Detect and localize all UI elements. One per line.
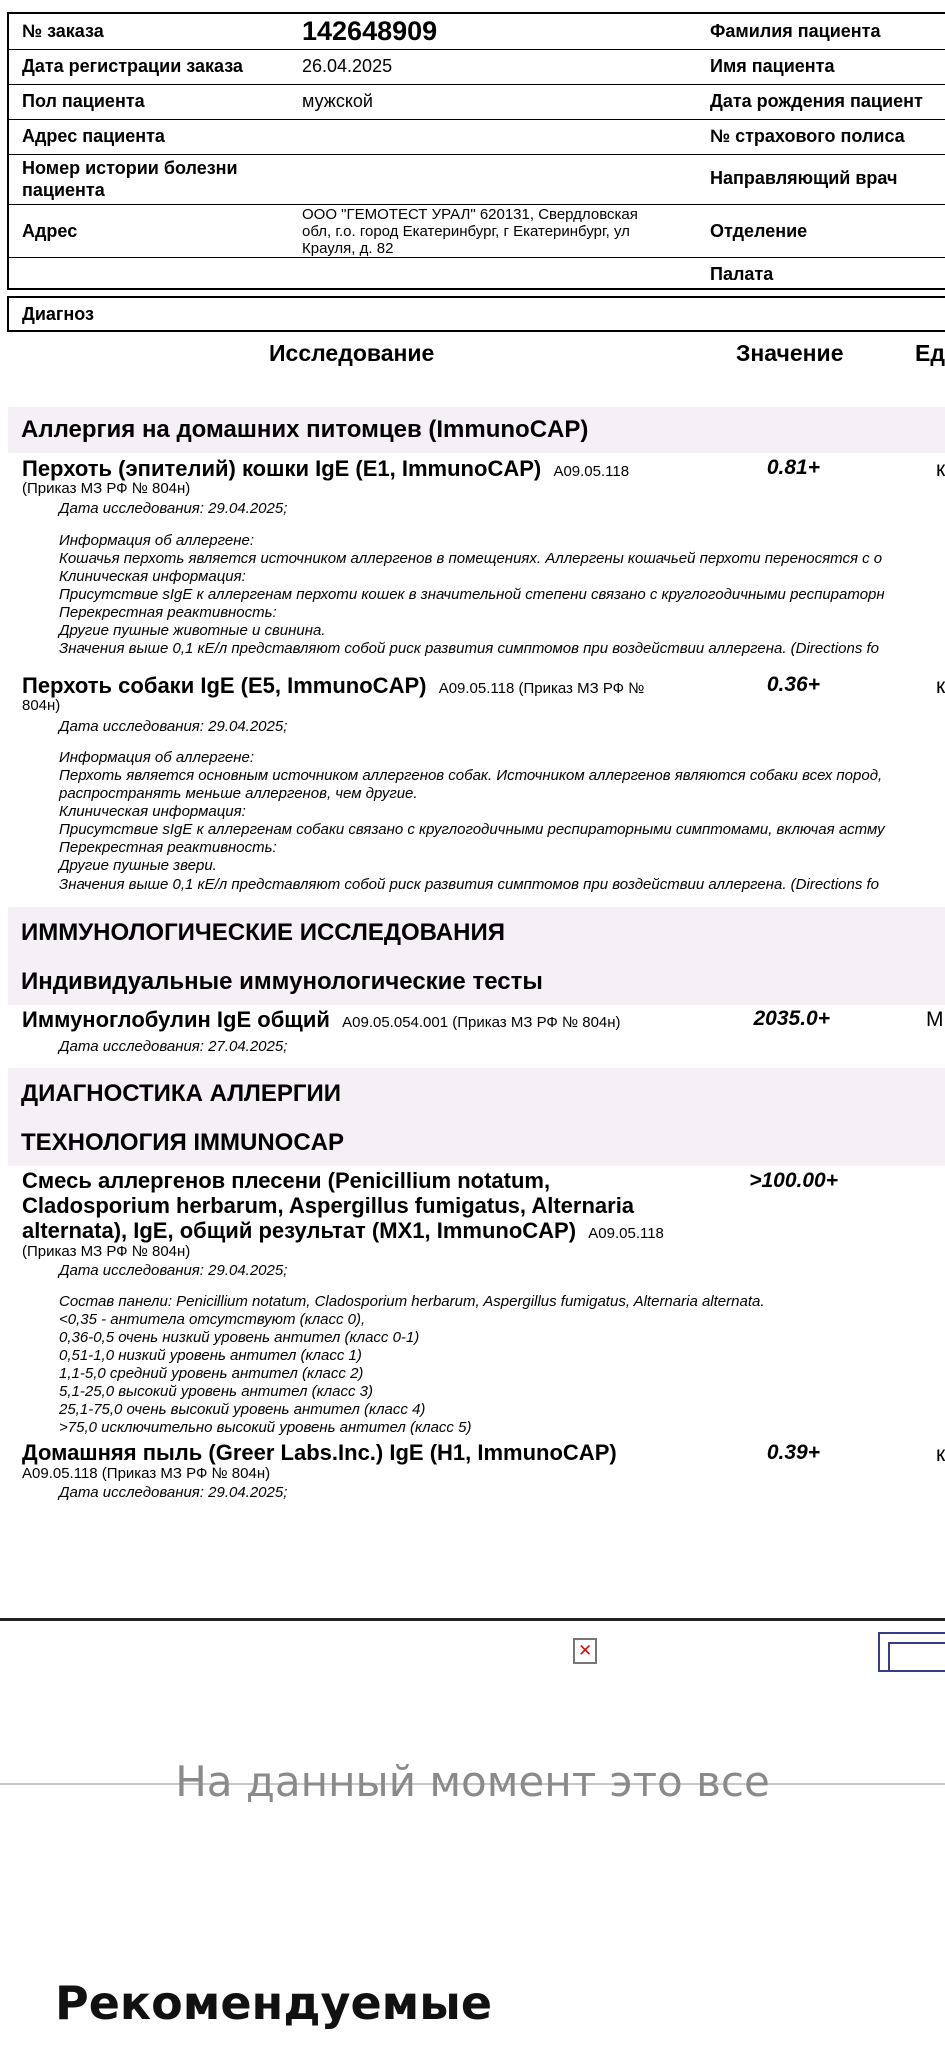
test-mold-date: Дата исследования: 29.04.2025;	[59, 1262, 288, 1279]
row-order	[9, 14, 945, 50]
test-dog-note: Значения выше 0,1 кЕ/л представляют собой риск развития симптомов при воздействии аллергена. (Directions fo	[59, 876, 880, 893]
test-dust-value: 0.39+	[766, 1441, 820, 1464]
test-dog-code: A09.05.118 (Приказ МЗ РФ №	[438, 680, 645, 697]
test-dog-date: Дата исследования: 29.04.2025;	[59, 718, 288, 735]
test-dog-note: распространять меньше аллергенов, чем другие.	[59, 785, 418, 802]
row-address	[9, 204, 945, 258]
test-mold-order: (Приказ МЗ РФ № 804н)	[22, 1243, 191, 1260]
test-cat-note: Перекрестная реактивность:	[59, 604, 277, 621]
insurance-label: № страхового полиса	[710, 126, 905, 146]
end-of-content-message: На данный момент это все	[175, 1757, 770, 1806]
test-cat-note: Присутствие sIgE к аллергенам перхоти кошек в значительной степени связано с круглогодичными респираторн	[59, 586, 885, 603]
test-dog-value: 0.36+	[766, 673, 820, 696]
order-number-value: 142648909	[302, 16, 438, 46]
reg-date-value: 26.04.2025	[302, 56, 393, 76]
section-title-pets: Аллергия на домашних питомцев (ImmunoCAP)	[21, 416, 589, 443]
test-ige-value: 2035.0+	[753, 1007, 830, 1030]
test-cat-order: (Приказ МЗ РФ № 804н)	[22, 480, 191, 497]
test-cat-note: Клиническая информация:	[59, 568, 246, 585]
test-dog-title: Перхоть собаки IgE (E5, ImmunoCAP)	[22, 673, 427, 698]
diagnosis-label: Диагноз	[22, 304, 94, 324]
section-band-pets	[8, 407, 945, 453]
test-mold-code: A09.05.118	[588, 1225, 664, 1242]
order-number-label: № заказа	[22, 21, 104, 41]
test-dust-unit: к	[936, 1443, 945, 1466]
test-cat-value: 0.81+	[766, 456, 820, 479]
surname-label: Фамилия пациента	[710, 21, 881, 41]
test-mold-note: 0,51-1,0 низкий уровень антител (класс 1)	[59, 1347, 362, 1364]
birth-date-label: Дата рождения пациент	[710, 91, 923, 111]
test-dust-name: Домашняя пыль (Greer Labs.Inc.) IgE (H1, ImmunoCAP)	[22, 1440, 617, 1465]
test-ige-date: Дата исследования: 27.04.2025;	[59, 1038, 288, 1055]
section-title-diag-allergy: ДИАГНОСТИКА АЛЛЕРГИИ	[21, 1080, 342, 1107]
ward-label: Палата	[710, 264, 774, 284]
test-dog-note: Присутствие sIgE к аллергенам собаки связано с круглогодичными респираторными симптомами, включая астму	[59, 821, 885, 838]
row-patient-address	[9, 119, 945, 155]
patient-info-table	[7, 12, 945, 290]
test-cat-note: Другие пушные животные и свинина.	[59, 622, 326, 639]
section-title-individual: Индивидуальные иммунологические тесты	[21, 968, 543, 995]
column-unit: Ед	[915, 340, 945, 366]
broken-image-icon: ✕	[573, 1638, 597, 1664]
test-dog-note: Перхоть является основным источником аллергенов собак. Источником аллергенов являются собаки всех пород,	[59, 767, 883, 784]
test-cat-note: Значения выше 0,1 кЕ/л представляют собой риск развития симптомов при воздействии аллергена. (Directions fo	[59, 640, 880, 657]
address-label: Адрес	[22, 221, 78, 241]
test-dog-note: Клиническая информация:	[59, 803, 246, 820]
page-divider	[0, 1618, 945, 1621]
test-mold-note: 1,1-5,0 средний уровень антител (класс 2)	[59, 1365, 364, 1382]
test-mold-name-2: Cladosporium herbarum, Aspergillus fumigatus, Alternaria	[22, 1193, 635, 1218]
row-sex	[9, 84, 945, 120]
test-ige-title: Иммуноглобулин IgE общий	[22, 1007, 330, 1032]
sex-value: мужской	[302, 91, 373, 111]
sex-label: Пол пациента	[22, 91, 145, 111]
row-reg-date	[9, 49, 945, 85]
address-value-3: Крауля, д. 82	[302, 240, 394, 257]
patient-address-label: Адрес пациента	[22, 126, 165, 146]
test-dog-code-cont: 804н)	[22, 697, 61, 714]
section-band-immuno	[8, 907, 945, 1005]
test-cat-title: Перхоть (эпителий) кошки IgE (E1, ImmunoCAP)	[22, 456, 542, 481]
test-cat-date: Дата исследования: 29.04.2025;	[59, 500, 288, 517]
reg-date-label: Дата регистрации заказа	[22, 56, 243, 76]
column-value: Значение	[736, 340, 844, 366]
test-ige-name	[22, 1007, 621, 1035]
diagnosis-row	[7, 296, 945, 332]
section-band-diag	[8, 1068, 945, 1166]
doctor-label: Направляющий врач	[710, 168, 898, 188]
test-dust-date: Дата исследования: 29.04.2025;	[59, 1484, 288, 1501]
section-title-immuno: ИММУНОЛОГИЧЕСКИЕ ИССЛЕДОВАНИЯ	[21, 919, 505, 946]
name-label: Имя пациента	[710, 56, 835, 76]
test-cat-note: Кошачья перхоть является источником аллергенов в помещениях. Аллергены кошачьей перхоти переносятся с о	[59, 550, 883, 567]
test-mold-title-3: alternata), IgE, общий результат (MX1, ImmunoCAP)	[22, 1218, 577, 1243]
test-dog-note: Информация об аллергене:	[59, 749, 254, 766]
stamp-frame-inner-icon	[888, 1642, 945, 1672]
test-dog-unit: к	[936, 675, 945, 698]
test-mold-note: <0,35 - антитела отсутствуют (класс 0),	[59, 1311, 366, 1328]
test-mold-note: Состав панели: Penicillium notatum, Cladosporium herbarum, Aspergillus fumigatus, Alternaria alternata.	[59, 1293, 765, 1310]
department-label: Отделение	[710, 221, 808, 241]
row-ward	[9, 257, 945, 288]
column-research: Исследование	[269, 340, 435, 366]
test-mold-name-3	[22, 1218, 664, 1246]
test-cat-note: Информация об аллергене:	[59, 532, 254, 549]
test-cat-unit: к	[936, 458, 945, 481]
test-mold-note: 0,36-0,5 очень низкий уровень антител (класс 0-1)	[59, 1329, 420, 1346]
test-dog-note: Другие пушные звери.	[59, 857, 217, 874]
test-ige-unit: М	[926, 1008, 944, 1031]
address-value-2: обл, г.о. город Екатеринбург, г Екатеринбург, ул	[302, 223, 630, 240]
row-history	[9, 154, 945, 205]
recommended-heading: Рекомендуемые	[55, 1976, 493, 2030]
test-mold-value: >100.00+	[749, 1169, 838, 1192]
history-label-1: Номер истории болезни	[22, 158, 238, 178]
test-dog-note: Перекрестная реактивность:	[59, 839, 277, 856]
test-cat-code: A09.05.118	[553, 463, 630, 480]
section-title-tech: ТЕХНОЛОГИЯ IMMUNOCAP	[21, 1129, 345, 1156]
test-mold-name-1: Смесь аллергенов плесени (Penicillium notatum,	[22, 1168, 551, 1193]
test-mold-note: 25,1-75,0 очень высокий уровень антител (класс 4)	[59, 1401, 426, 1418]
test-mold-note: 5,1-25,0 высокий уровень антител (класс 3)	[59, 1383, 373, 1400]
test-ige-code: A09.05.054.001 (Приказ МЗ РФ № 804н)	[342, 1014, 621, 1031]
history-label-2: пациента	[22, 180, 105, 200]
test-dust-code: A09.05.118 (Приказ МЗ РФ № 804н)	[22, 1465, 271, 1482]
address-value-1: ООО "ГЕМОТЕСТ УРАЛ" 620131, Свердловская	[302, 206, 638, 223]
test-dog-name	[22, 673, 644, 701]
test-mold-note: >75,0 исключительно высокий уровень антител (класс 5)	[59, 1419, 472, 1436]
